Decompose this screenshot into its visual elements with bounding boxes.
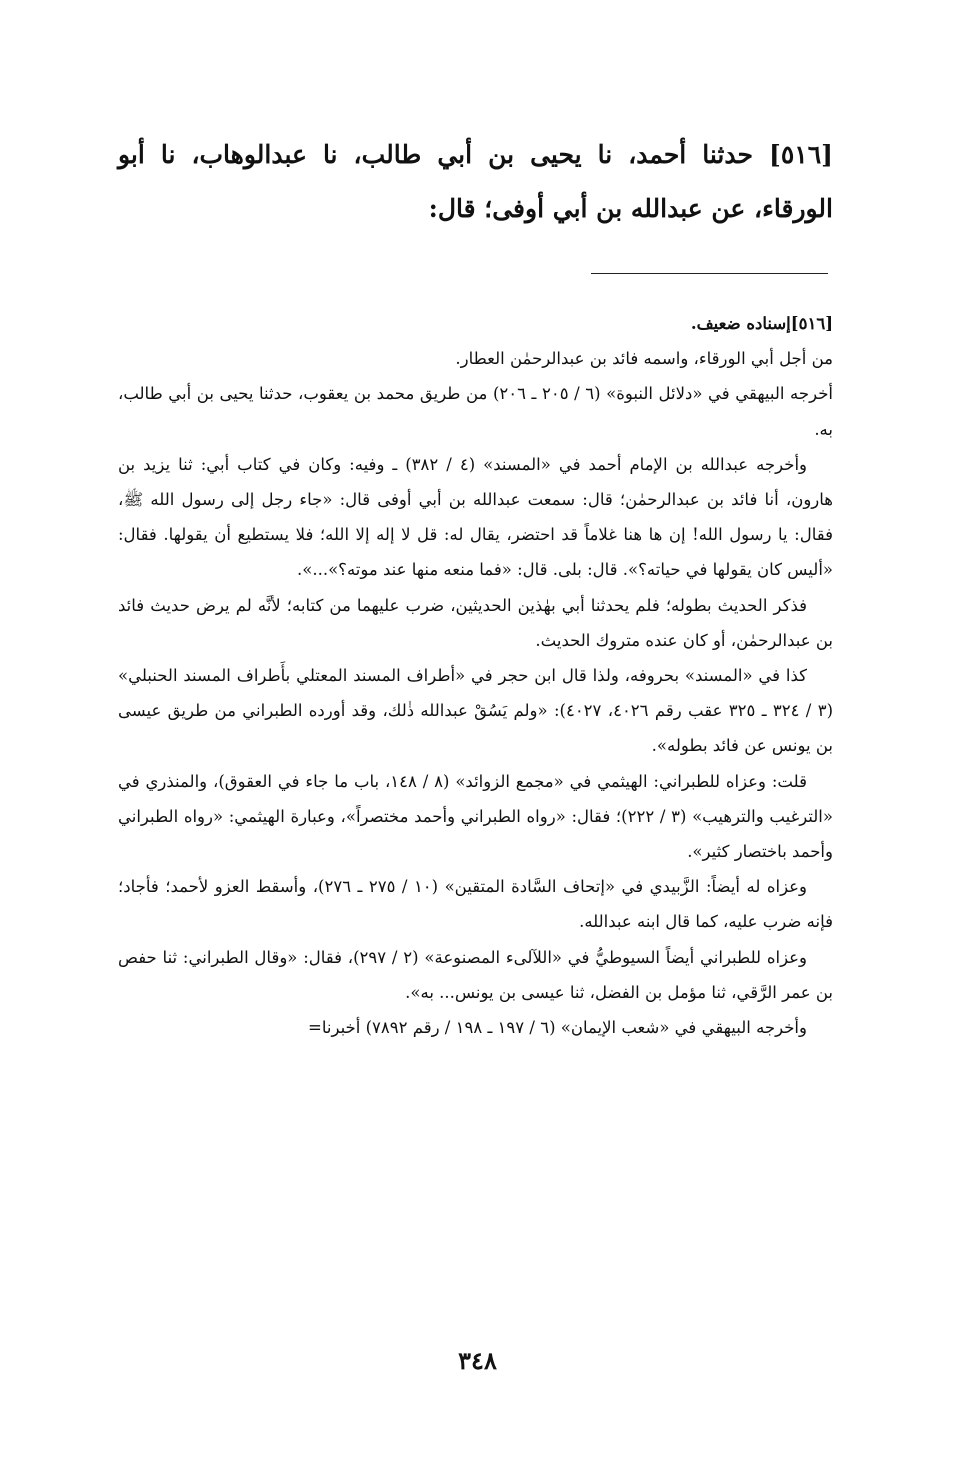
footnote-paragraph: فذكر الحديث بطوله؛ فلم يحدثنا أبي بهٰذين الحديثين، ضرب عليهما من كتابه؛ لأنَّه لم يرض حديث فائد بن عبدالرحمٰن، أو كان عنده متروك الحديث.	[118, 595, 833, 650]
footnote-heading-text: إسناده ضعيف.	[690, 314, 791, 333]
page-number: ٣٤٨	[458, 1346, 497, 1375]
footnote-paragraph: من أجل أبي الورقاء، واسمه فائد بن عبدالرحمٰن العطار.	[455, 349, 833, 369]
hadith-body: حدثنا أحمد، نا يحيى بن أبي طالب، نا عبدالوهاب، نا أبو الورقاء، عن عبدالله بن أبي أوفى؛ قال:	[118, 140, 833, 223]
footnote-number: [٥١٦]	[790, 314, 833, 333]
footnote-paragraph: وأخرجه عبدالله بن الإمام أحمد في «المسند» (٤ / ٣٨٢) ـ وفيه: وكان في كتاب أبي: ثنا يزيد بن هارون، أنا فائد بن عبدالرحمٰن؛ قال: سمعت عبدالله بن أبي أوفى قال: «جاء رجل إلى رسول الله ﷺ، فقال: يا رسول الله! إن ها هنا غلاماً قد احتضر، يقال له: قل لا إله إلا الله؛ فلا يستطيع أن يقولها. فقال: «أليس كان يقولها في حياته؟». قال: بلى. قال: «فما منعه منها عند موته؟»...».	[118, 454, 833, 580]
footnote-divider	[591, 273, 828, 274]
footnote-paragraph: وعزاه له أيضاً: الزَّبيدي في «إتحاف السَّادة المتقين» (١٠ / ٢٧٥ ـ ٢٧٦)، وأسقط العزو لأحمد؛ فأجاد؛ فإنه ضرب عليه، كما قال ابنه عبدالله.	[118, 877, 833, 932]
footnote-paragraph: وعزاه للطبراني أيضاً السيوطيُّ في «اللآلىء المصنوعة» (٢ / ٢٩٧)، فقال: «وقال الطبراني: ثنا حفص بن عمر الرَّقي، ثنا مؤمل بن الفضل، ثنا عيسى بن يونس... به».	[118, 947, 833, 1002]
hadith-paragraph	[118, 128, 833, 236]
footnote-paragraph: كذا في «المسند» بحروفه، ولذا قال ابن حجر في «أطراف المسند المعتلي بأَطراف المسند الحنبلي» (٣ / ٣٢٤ ـ ٣٢٥ عقب رقم ٤٠٢٦، ٤٠٢٧): «ولم يَسُقْ عبدالله ذٰلك، وقد أورده الطبراني من طريق عيسى بن يونس عن فائد بطوله».	[118, 666, 833, 756]
hadith-main-text	[118, 128, 833, 236]
footnote-paragraph: أخرجه البيهقي في «دلائل النبوة» (٦ / ٢٠٥ ـ ٢٠٦) من طريق محمد بن يعقوب، حدثنا يحيى بن أبي طالب، به.	[118, 384, 833, 439]
footnote-paragraph: قلت: وعزاه للطبراني: الهيثمي في «مجمع الزوائد» (٨ / ١٤٨، باب ما جاء في العقوق)، والمنذري في «الترغيب والترهيب» (٣ / ٢٢٢)؛ فقال: «رواه الطبراني وأحمد مختصراً»، وعبارة الهيثمي: «رواه الطبراني وأحمد باختصار كثير».	[118, 771, 833, 862]
footnotes-section	[118, 306, 833, 1045]
footnote-paragraph: وأخرجه البيهقي في «شعب الإيمان» (٦ / ١٩٧ ـ ١٩٨ / رقم ٧٨٩٢) أخبرنا=	[308, 1018, 807, 1038]
footnote-heading	[118, 306, 833, 341]
hadith-number: [٥١٦]	[769, 140, 833, 169]
